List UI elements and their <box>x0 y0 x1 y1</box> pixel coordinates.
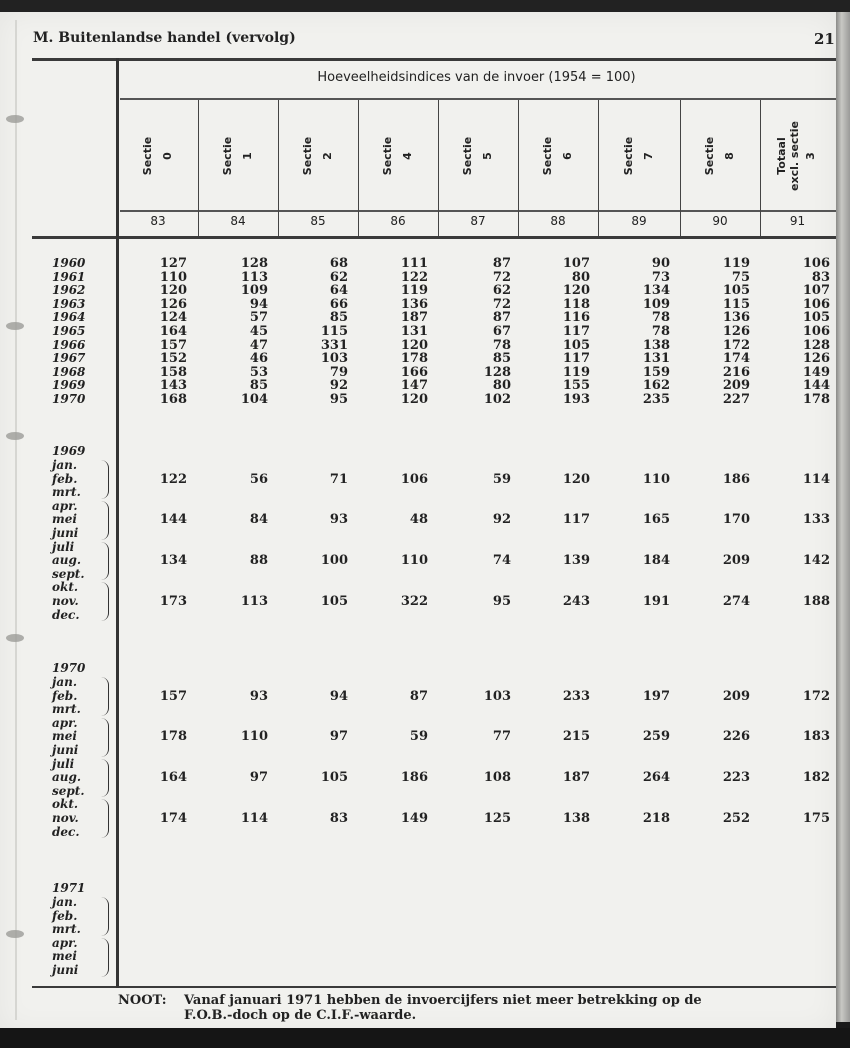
row-label-month: feb. <box>52 471 78 486</box>
table-cell: 94 <box>249 296 268 312</box>
table-cell: 85 <box>492 351 511 367</box>
column-header-title: Sectie <box>622 136 635 176</box>
column-number: 89 <box>631 214 647 228</box>
table-cell: 120 <box>400 337 428 353</box>
table-cell: 116 <box>562 310 590 326</box>
quarter-brace-icon <box>100 460 109 499</box>
table-cell: 46 <box>249 351 268 367</box>
table-cell: 108 <box>483 770 511 786</box>
row-label-month: dec. <box>52 824 80 839</box>
table-cell: 80 <box>571 269 590 285</box>
table-cell: 252 <box>722 811 750 826</box>
block-year-label: 1970 <box>52 661 86 675</box>
table-cell: 66 <box>329 296 348 312</box>
table-cell: 103 <box>483 688 511 704</box>
header-rule <box>120 210 836 212</box>
table-cell: 197 <box>642 688 670 704</box>
table-cell: 59 <box>409 729 428 745</box>
table-cell: 223 <box>722 770 750 786</box>
row-label-month: sept. <box>52 566 85 581</box>
table-cell: 106 <box>802 256 830 271</box>
table-cell: 191 <box>642 594 670 609</box>
row-label-month: juni <box>52 526 79 540</box>
table-caption: Hoeveelheidsindices van de invoer (1954 = 100) <box>317 70 636 85</box>
section-title: M. Buitenlandse handel (vervolg) <box>33 30 296 46</box>
table-cell: 78 <box>651 324 670 339</box>
table-cell: 83 <box>811 269 830 285</box>
table-cell: 85 <box>329 310 348 326</box>
table-cell: 164 <box>159 770 187 786</box>
row-label-year: 1965 <box>52 324 86 338</box>
row-label-month: apr. <box>52 935 78 950</box>
table-cell: 111 <box>400 256 428 271</box>
table-cell: 95 <box>492 594 511 609</box>
table-cell: 106 <box>802 324 830 339</box>
table-cell: 80 <box>492 378 511 394</box>
column-header <box>278 103 358 209</box>
table-cell: 127 <box>159 256 187 271</box>
table-cell: 186 <box>400 770 428 786</box>
table-cell: 168 <box>159 392 187 407</box>
table-cell: 138 <box>562 811 590 826</box>
quarter-brace-icon <box>100 677 109 716</box>
table-cell: 227 <box>722 392 750 407</box>
column-header <box>680 103 760 209</box>
table-cell: 122 <box>400 269 428 285</box>
table-cell: 235 <box>642 392 670 407</box>
table-cell: 209 <box>722 378 750 394</box>
table-cell: 136 <box>722 310 750 326</box>
row-label-month: mrt. <box>52 922 81 937</box>
scan-bottom-border <box>0 1028 850 1048</box>
table-cell: 144 <box>802 378 830 394</box>
table-cell: 67 <box>492 324 511 339</box>
table-cell: 264 <box>642 770 670 786</box>
column-header-section: 5 <box>481 152 494 160</box>
table-cell: 77 <box>492 729 511 745</box>
quarter-brace-icon <box>100 938 109 977</box>
column-header-label <box>775 121 821 191</box>
table-cell: 87 <box>409 688 428 704</box>
column-header-title: Sectie <box>703 136 716 176</box>
table-cell: 45 <box>249 324 268 339</box>
row-label-year: 1962 <box>52 283 86 298</box>
column-header <box>518 103 598 209</box>
table-cell: 56 <box>249 471 268 487</box>
table-cell: 109 <box>642 296 670 312</box>
column-header <box>118 103 198 209</box>
table-cell: 157 <box>159 688 187 704</box>
table-cell: 157 <box>159 337 187 353</box>
column-header-title: Sectie <box>381 136 394 176</box>
table-cell: 105 <box>802 310 830 326</box>
table-cell: 243 <box>562 594 590 609</box>
column-header-title: Totaal <box>774 137 788 175</box>
table-cell: 126 <box>159 296 187 312</box>
row-label-year: 1968 <box>52 364 86 379</box>
row-label-month: feb. <box>52 908 78 923</box>
binding-ring-icon <box>6 432 24 440</box>
table-cell: 149 <box>802 364 830 380</box>
table-cell: 186 <box>722 471 750 487</box>
table-cell: 120 <box>400 392 428 407</box>
table-cell: 124 <box>159 310 187 326</box>
table-cell: 110 <box>642 471 670 487</box>
table-cell: 107 <box>562 256 590 271</box>
table-cell: 103 <box>320 351 348 367</box>
table-cell: 126 <box>722 324 750 339</box>
table-cell: 184 <box>642 553 670 569</box>
table-cell: 87 <box>492 256 511 271</box>
column-header-title: Sectie <box>301 136 314 176</box>
row-label-year: 1963 <box>52 296 86 311</box>
table-cell: 131 <box>400 324 428 339</box>
table-cell: 92 <box>492 512 511 528</box>
table-cell: 72 <box>492 296 511 312</box>
table-cell: 105 <box>562 337 590 353</box>
row-label-month: juli <box>52 539 75 554</box>
column-header <box>760 103 835 209</box>
table-cell: 128 <box>240 256 268 271</box>
table-cell: 109 <box>240 283 268 299</box>
row-label-month: dec. <box>52 607 80 622</box>
table-cell: 48 <box>409 512 428 528</box>
table-cell: 62 <box>492 283 511 299</box>
table-cell: 105 <box>722 283 750 299</box>
table-cell: 162 <box>642 378 670 394</box>
table-cell: 84 <box>249 512 268 528</box>
table-cell: 57 <box>249 310 268 326</box>
row-label-month: aug. <box>52 770 82 785</box>
quarter-brace-icon <box>100 542 109 581</box>
table-cell: 100 <box>320 553 348 569</box>
column-number: 90 <box>712 214 728 228</box>
footnote-label: NOOT: <box>118 993 167 1008</box>
table-cell: 172 <box>722 337 750 353</box>
binding-margin-line <box>15 20 17 1020</box>
table-cell: 92 <box>329 378 348 394</box>
table-cell: 120 <box>562 471 590 487</box>
row-label-year: 1969 <box>52 378 86 393</box>
column-header-label <box>218 137 258 175</box>
table-cell: 119 <box>722 256 750 271</box>
table-cell: 174 <box>159 811 187 826</box>
column-header-label <box>298 137 338 175</box>
table-cell: 175 <box>802 811 830 826</box>
table-cell: 259 <box>642 729 670 745</box>
column-number: 85 <box>310 214 326 228</box>
row-label-month: mei <box>52 729 77 744</box>
column-number-rule <box>32 236 836 239</box>
row-label-month: apr. <box>52 498 78 513</box>
table-cell: 90 <box>651 256 670 271</box>
table-cell: 94 <box>329 688 348 704</box>
row-label-month: juli <box>52 756 75 771</box>
column-header-section: 1 <box>241 152 254 160</box>
table-cell: 183 <box>802 729 830 745</box>
binding-ring-icon <box>6 115 24 123</box>
row-label-month: okt. <box>52 580 79 595</box>
row-label-month: jan. <box>52 895 78 909</box>
table-cell: 71 <box>329 471 348 487</box>
table-cell: 110 <box>400 553 428 569</box>
table-cell: 155 <box>562 378 590 394</box>
table-cell: 115 <box>722 296 750 312</box>
row-label-month: mei <box>52 512 77 527</box>
table-cell: 144 <box>159 512 187 528</box>
table-cell: 106 <box>400 471 428 487</box>
caption-rule <box>120 98 836 100</box>
table-cell: 173 <box>159 594 187 609</box>
table-cell: 113 <box>240 269 268 285</box>
table-cell: 88 <box>249 553 268 569</box>
table-cell: 107 <box>802 283 830 299</box>
table-cell: 133 <box>802 512 830 528</box>
row-label-month: jan. <box>52 675 78 689</box>
table-cell: 134 <box>642 283 670 299</box>
column-number: 83 <box>150 214 166 228</box>
table-cell: 188 <box>802 594 830 609</box>
column-header-section: 8 <box>723 152 736 160</box>
column-number: 88 <box>550 214 566 228</box>
column-header <box>598 103 680 209</box>
table-cell: 75 <box>731 269 750 285</box>
table-cell: 174 <box>722 351 750 367</box>
table-cell: 322 <box>400 594 428 609</box>
row-label-month: feb. <box>52 688 78 703</box>
table-cell: 182 <box>802 770 830 786</box>
footnote-line-1: Vanaf januari 1971 hebben de invoercijfers niet meer betrekking op de <box>184 993 702 1008</box>
table-cell: 106 <box>802 296 830 312</box>
column-header-label <box>700 137 740 175</box>
column-header-section: 0 <box>161 152 174 160</box>
table-cell: 331 <box>320 337 348 353</box>
row-label-month: mrt. <box>52 702 81 717</box>
row-label-month: aug. <box>52 553 82 568</box>
table-cell: 87 <box>492 310 511 326</box>
table-cell: 114 <box>802 471 830 487</box>
table-cell: 105 <box>320 594 348 609</box>
table-cell: 159 <box>642 364 670 380</box>
column-header-label <box>458 137 498 175</box>
table-cell: 131 <box>642 351 670 367</box>
block-year-label: 1969 <box>52 444 86 458</box>
table-cell: 110 <box>240 729 268 745</box>
top-rule <box>32 58 836 61</box>
table-cell: 120 <box>159 283 187 299</box>
table-cell: 117 <box>562 324 590 339</box>
table-cell: 118 <box>562 296 590 312</box>
row-label-month: okt. <box>52 797 79 812</box>
table-cell: 72 <box>492 269 511 285</box>
table-cell: 209 <box>722 688 750 704</box>
table-cell: 143 <box>159 378 187 394</box>
table-cell: 138 <box>642 337 670 353</box>
row-label-year: 1964 <box>52 310 86 325</box>
table-cell: 62 <box>329 269 348 285</box>
table-cell: 142 <box>802 553 830 569</box>
table-cell: 95 <box>329 392 348 407</box>
table-cell: 178 <box>802 392 830 407</box>
table-cell: 93 <box>329 512 348 528</box>
table-cell: 73 <box>651 269 670 285</box>
table-cell: 178 <box>400 351 428 367</box>
quarter-brace-icon <box>100 799 109 838</box>
column-header <box>198 103 278 209</box>
table-cell: 64 <box>329 283 348 299</box>
table-cell: 114 <box>240 811 268 826</box>
column-header-label <box>138 137 178 175</box>
table-cell: 226 <box>722 729 750 745</box>
footnote <box>118 993 702 1023</box>
table-cell: 172 <box>802 688 830 704</box>
table-cell: 187 <box>562 770 590 786</box>
table-cell: 166 <box>400 364 428 380</box>
table-cell: 165 <box>642 512 670 528</box>
table-cell: 97 <box>249 770 268 786</box>
table-cell: 78 <box>651 310 670 326</box>
row-label-month: jan. <box>52 458 78 472</box>
row-label-year: 1961 <box>52 269 86 284</box>
row-label-year: 1960 <box>52 256 86 270</box>
column-header <box>358 103 438 209</box>
table-cell: 119 <box>562 364 590 380</box>
quarter-brace-icon <box>100 501 109 540</box>
table-cell: 274 <box>722 594 750 609</box>
table-cell: 134 <box>159 553 187 569</box>
block-year-label: 1971 <box>52 881 86 895</box>
column-header <box>438 103 518 209</box>
binding-ring-icon <box>6 930 24 938</box>
table-cell: 215 <box>562 729 590 745</box>
row-label-month: nov. <box>52 594 79 608</box>
row-label-month: apr. <box>52 715 78 730</box>
binding-ring-icon <box>6 322 24 330</box>
table-cell: 147 <box>400 378 428 394</box>
table-cell: 85 <box>249 378 268 394</box>
table-cell: 104 <box>240 392 268 407</box>
quarter-brace-icon <box>100 897 109 936</box>
row-label-month: nov. <box>52 811 79 825</box>
table-cell: 178 <box>159 729 187 745</box>
column-header-title: Sectie <box>461 136 474 176</box>
table-cell: 74 <box>492 553 511 569</box>
table-cell: 164 <box>159 324 187 339</box>
table-cell: 233 <box>562 688 590 704</box>
table-cell: 187 <box>400 310 428 326</box>
column-header-section: 4 <box>401 152 414 160</box>
column-number: 84 <box>230 214 246 228</box>
table-cell: 128 <box>802 337 830 353</box>
row-label-month: sept. <box>52 783 85 798</box>
table-cell: 149 <box>400 811 428 826</box>
table-cell: 119 <box>400 283 428 299</box>
table-cell: 170 <box>722 512 750 528</box>
table-cell: 209 <box>722 553 750 569</box>
table-cell: 218 <box>642 811 670 826</box>
table-cell: 68 <box>329 256 348 271</box>
row-label-month: mei <box>52 949 77 964</box>
column-number: 91 <box>789 214 806 228</box>
column-number: 86 <box>390 214 406 228</box>
row-label-year: 1967 <box>52 351 86 366</box>
table-cell: 158 <box>159 364 187 380</box>
table-cell: 115 <box>320 324 348 339</box>
table-cell: 152 <box>159 351 187 367</box>
page-stack-edge <box>836 12 850 1022</box>
table-cell: 105 <box>320 770 348 786</box>
table-cell: 113 <box>240 594 268 609</box>
row-label-month: juni <box>52 963 79 977</box>
table-cell: 59 <box>492 471 511 487</box>
table-cell: 83 <box>329 811 348 826</box>
table-cell: 110 <box>159 269 187 285</box>
table-cell: 79 <box>329 364 348 380</box>
table-cell: 139 <box>562 553 590 569</box>
table-cell: 193 <box>562 392 590 407</box>
table-cell: 126 <box>802 351 830 367</box>
row-label-year: 1970 <box>52 392 86 406</box>
table-cell: 53 <box>249 364 268 380</box>
column-header-title: Sectie <box>221 136 234 176</box>
table-cell: 125 <box>483 811 511 826</box>
column-header-label <box>538 137 578 175</box>
page-number: 21 <box>814 30 835 48</box>
table-cell: 97 <box>329 729 348 745</box>
table-cell: 216 <box>722 364 750 380</box>
table-cell: 93 <box>249 688 268 704</box>
footnote-line-2: F.O.B.-doch op de C.I.F.-waarde. <box>184 1008 417 1023</box>
column-header-title: Sectie <box>541 136 554 176</box>
binding-ring-icon <box>6 634 24 642</box>
column-header-section: 3 <box>803 152 817 160</box>
table-cell: 122 <box>159 471 187 487</box>
table-cell: 47 <box>249 337 268 353</box>
column-header-section: 2 <box>321 152 334 160</box>
bottom-rule <box>32 986 836 988</box>
table-cell: 128 <box>483 364 511 380</box>
quarter-brace-icon <box>100 582 109 621</box>
column-header-title: Sectie <box>141 136 154 176</box>
column-header-label <box>378 137 418 175</box>
table-cell: 117 <box>562 351 590 367</box>
table-cell: 136 <box>400 296 428 312</box>
table-cell: 78 <box>492 337 511 353</box>
column-header-title: excl. sectie <box>787 121 801 191</box>
column-header-section: 7 <box>642 152 655 160</box>
column-number: 87 <box>470 214 486 228</box>
table-cell: 102 <box>483 392 511 407</box>
quarter-brace-icon <box>100 759 109 798</box>
column-header-label <box>619 137 659 175</box>
row-label-month: juni <box>52 743 79 757</box>
row-label-year: 1966 <box>52 337 86 352</box>
table-cell: 117 <box>562 512 590 528</box>
table-cell: 120 <box>562 283 590 299</box>
row-label-month: mrt. <box>52 485 81 500</box>
column-header-section: 6 <box>561 152 574 160</box>
quarter-brace-icon <box>100 718 109 757</box>
